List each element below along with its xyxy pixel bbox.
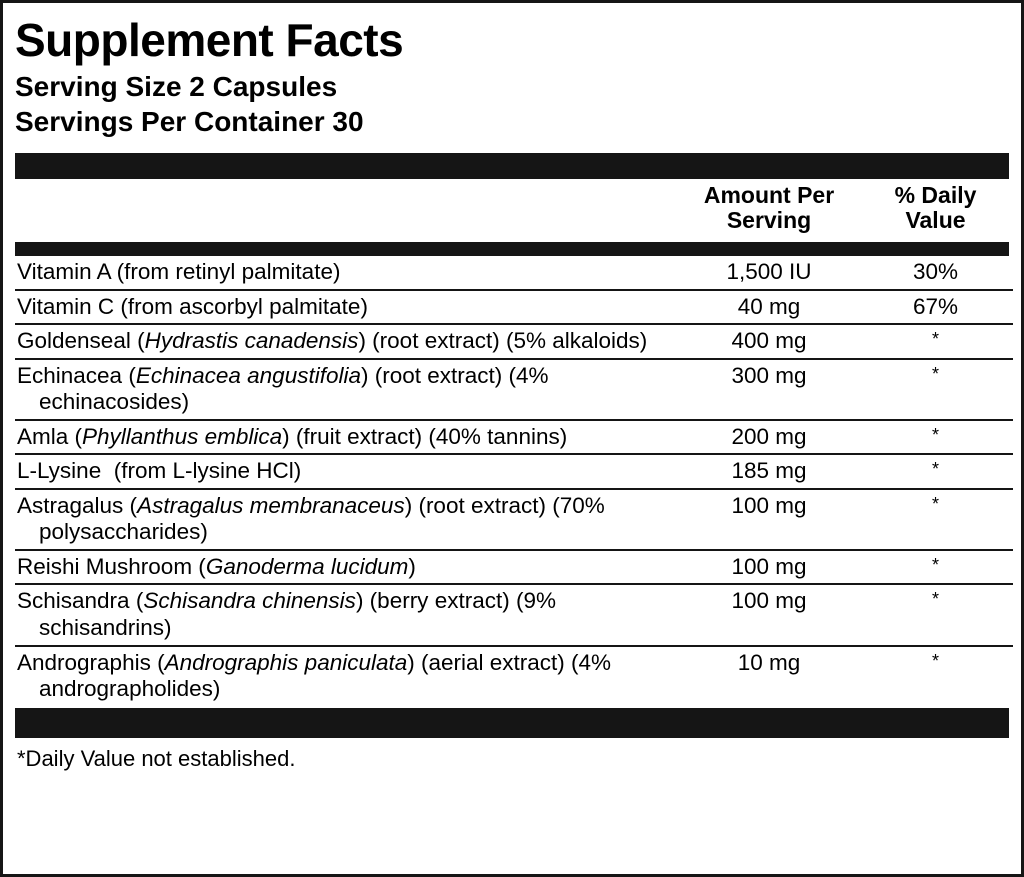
table-row <box>15 646 1013 706</box>
ingredient-name: Reishi Mushroom (Ganoderma lucidum) <box>15 550 680 585</box>
ingredient-amount: 100 mg <box>680 550 858 585</box>
table-header-group <box>15 179 1013 241</box>
ingredient-daily-value: * <box>858 584 1013 645</box>
ingredient-amount: 10 mg <box>680 646 858 706</box>
table-row <box>15 489 1013 550</box>
table-row <box>15 324 1013 359</box>
table-row <box>15 420 1013 455</box>
table-row <box>15 454 1013 489</box>
table-row <box>15 550 1013 585</box>
column-header-name <box>15 179 680 241</box>
ingredient-daily-value: * <box>858 454 1013 489</box>
nutrient-rows-table <box>15 256 1013 706</box>
ingredient-name: Echinacea (Echinacea angustifolia) (root extract) (4% echinacosides) <box>15 359 680 420</box>
ingredient-daily-value: * <box>858 550 1013 585</box>
column-header-dv <box>858 179 1013 241</box>
table-row <box>15 256 1013 290</box>
ingredient-daily-value: 30% <box>912 259 959 285</box>
ingredient-name: Vitamin C (from ascorbyl palmitate) <box>15 290 680 325</box>
ingredient-amount: 300 mg <box>680 359 858 420</box>
rule-thick-bottom <box>15 708 1009 738</box>
ingredient-name: Vitamin A (from retinyl palmitate) <box>17 259 341 285</box>
nutrition-table <box>15 179 1013 241</box>
rule-med-under-header <box>15 242 1009 256</box>
ingredient-amount: 40 mg <box>680 290 858 325</box>
panel-inner <box>15 7 1009 772</box>
dv-header-line1: % Daily <box>894 181 977 208</box>
ingredient-daily-value: * <box>858 420 1013 455</box>
ingredient-amount: 1,500 IU <box>726 259 812 285</box>
panel-title: Supplement Facts <box>15 14 404 66</box>
ingredient-name: Amla (Phyllanthus emblica) (fruit extract) (40% tannins) <box>15 420 680 455</box>
ingredient-amount: 200 mg <box>680 420 858 455</box>
dv-header-line2: Value <box>905 207 966 234</box>
ingredient-daily-value: * <box>858 489 1013 550</box>
amount-header-line2: Serving <box>726 207 812 234</box>
ingredient-amount: 185 mg <box>680 454 858 489</box>
ingredient-name: Astragalus (Astragalus membranaceus) (root extract) (70% polysaccharides) <box>15 489 680 550</box>
table-row <box>15 290 1013 325</box>
ingredient-name: Goldenseal (Hydrastis canadensis) (root extract) (5% alkaloids) <box>15 324 680 359</box>
ingredient-name: Andrographis (Andrographis paniculata) (aerial extract) (4% andrographolides) <box>15 646 680 706</box>
ingredient-daily-value: * <box>858 359 1013 420</box>
ingredient-amount: 100 mg <box>680 584 858 645</box>
serving-size-text: Serving Size 2 Capsules <box>15 70 338 102</box>
column-header-amount <box>680 179 858 241</box>
ingredient-daily-value: * <box>858 646 1013 706</box>
servings-per-container-text: Servings Per Container 30 <box>15 105 364 137</box>
ingredient-daily-value: 67% <box>858 290 1013 325</box>
table-row <box>15 584 1013 645</box>
ingredient-daily-value: * <box>858 324 1013 359</box>
table-row <box>15 359 1013 420</box>
nutrient-rows-body <box>15 256 1013 706</box>
amount-header-line1: Amount Per <box>703 181 835 208</box>
ingredient-amount: 400 mg <box>680 324 858 359</box>
ingredient-name: Schisandra (Schisandra chinensis) (berry extract) (9% schisandrins) <box>15 584 680 645</box>
column-header-row <box>15 179 1013 241</box>
ingredient-amount: 100 mg <box>680 489 858 550</box>
ingredient-name: L-Lysine (from L-lysine HCl) <box>15 454 680 489</box>
daily-value-footnote: *Daily Value not established. <box>17 745 296 771</box>
rule-thick-top <box>15 153 1009 179</box>
